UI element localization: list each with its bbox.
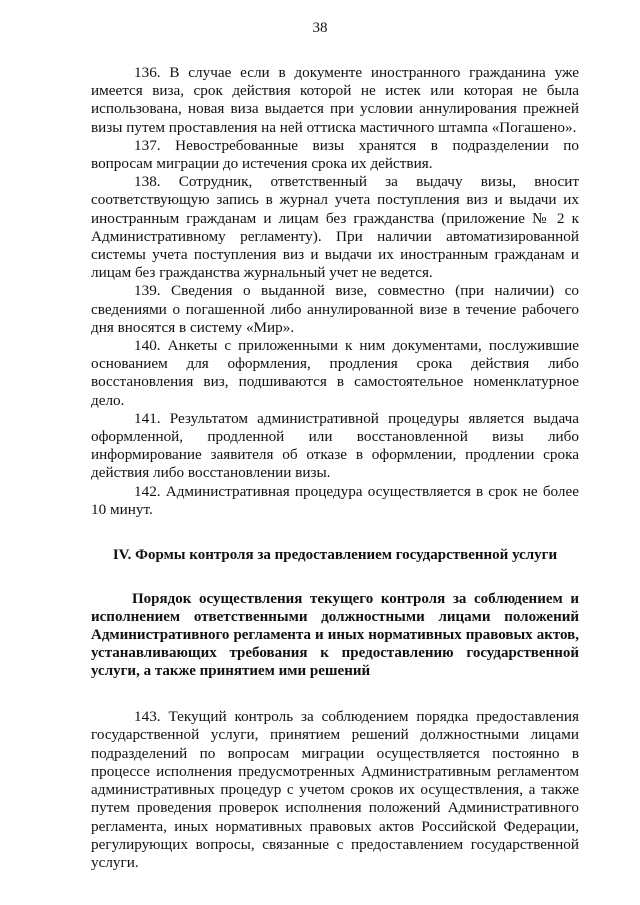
- paragraph-137: 137. Невостребованные визы хранятся в подразделении по вопросам миграции до истечения срока их действия.: [91, 136, 579, 173]
- paragraph-143: 143. Текущий контроль за соблюдением порядка предоставления государственной услуги, принятием решений должностными лицами подразделений по вопросам миграции осуществляется постоянно в процессе исполнения предусмотренных Административным регламентом административных процедур с учетом сроков их осуществления, а также путем проведения проверок исполнения положений Административного регламента, иных нормативных правовых актов Российской Федерации, регулирующих вопросы, связанные с предоставлением государственной услуги.: [91, 708, 579, 871]
- paragraph-139: 139. Сведения о выданной визе, совместно (при наличии) со сведениями о погашенной либо аннулированной визе в течение рабочего дня вносятся в систему «Мир».: [91, 282, 579, 336]
- paragraph-141: 141. Результатом административной процедуры является выдача оформленной, продленной или восстановленной визы либо информирование заявителя об отказе в оформлении, продлении срока действия либо восстановлении визы.: [91, 409, 579, 482]
- document-body: [91, 64, 579, 872]
- paragraph-138: 138. Сотрудник, ответственный за выдачу визы, вносит соответствующую запись в журнал учета поступления виз и выдачи их иностранным гражданам и лицам без гражданства (приложение № 2 к Административному регламенту). При наличии автоматизированной системы учета поступления виз и выдачи их иностранным гражданам и лицам без гражданства журнальный учет не ведется.: [91, 173, 579, 282]
- page-number: 38: [312, 20, 328, 36]
- paragraph-140: 140. Анкеты с приложенными к ним документами, послужившие основанием для оформления, продления срока действия либо восстановления виз, подшиваются в самостоятельное номенклатурное дело.: [91, 337, 579, 409]
- paragraph-142: 142. Административная процедура осуществляется в срок не более 10 минут.: [91, 482, 579, 518]
- subsection-heading: Порядок осуществления текущего контроля за соблюдением и исполнением ответственными должностными лицами положений Административного регламента и иных нормативных правовых актов, устанавливающих требования к предоставлению государственной услуги, а также принятием ими решений: [91, 591, 579, 680]
- paragraph-136: 136. В случае если в документе иностранного гражданина уже имеется виза, срок действия которой не истек или которая не была использована, новая виза выдается при условии аннулирования прежней визы путем проставления на ней оттиска мастичного штампа «Погашено».: [91, 64, 579, 136]
- section-heading: IV. Формы контроля за предоставлением государственной услуги: [112, 547, 558, 564]
